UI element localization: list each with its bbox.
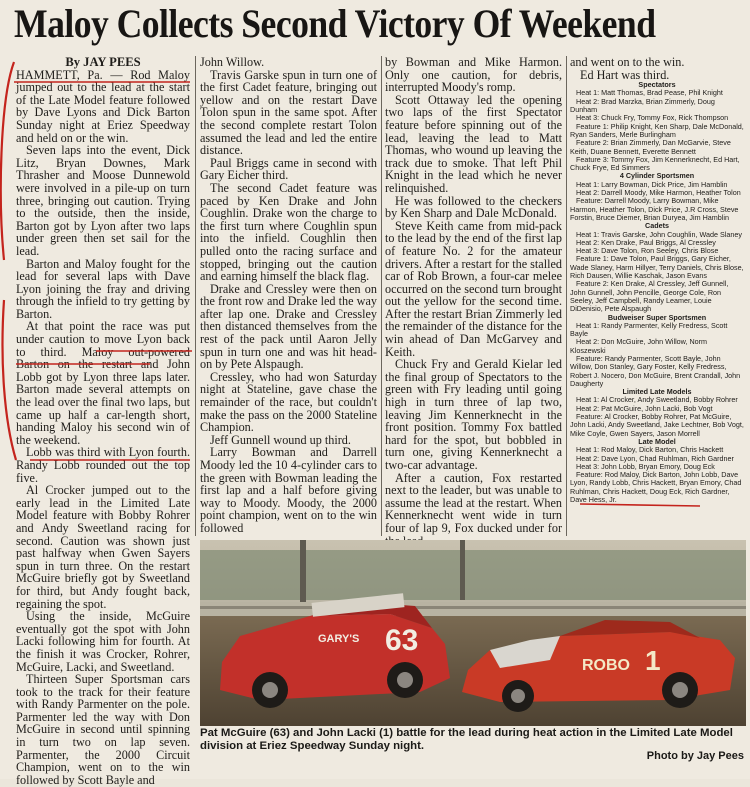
car-1-sponsor: ROBO xyxy=(582,657,630,674)
results-line: Heat 1: Randy Parmenter, Kelly Fredress, Scott Bayle xyxy=(570,320,728,339)
results-line: Heat 2: Darrell Moody, Mike Harmon, Heather Tolon xyxy=(576,188,741,198)
results-column xyxy=(570,56,744,534)
results-line: Feature: Rod Maloy, Dick Barton, John Lobb, Dave Lyon, Randy Lobb, Chris Hackett, Bryan Emory, Chad Ruhlman, Chris Hackett, Doug Eck, Rich Gardner, Dave Hess, Jr. xyxy=(570,470,742,505)
paragraph: Chuck Fry and Gerald Kielar led the final group of Spectators to the green with Fry leading until going high in turn three of lap two, leaving Jim Kennerknecht in the front position. Tommy Fox battled hard for the spot, but bobbled in turn one, giving Kennerknecht a two-car advantage. xyxy=(385,357,562,472)
paragraph: Al Crocker jumped out to the early lead in the Limited Late Model feature with Bobby Rohrer and Andy Sweetland racing for second. Caution was shown just past halfway when Gwen Sayers spun in turn three. On the restart McGuire briefly got by Sweetland for third, but Andy fought back, regaining the spot. xyxy=(16,483,190,611)
paragraph: Cressley, who had won Saturday night at Stateline, gave chase the remainder of the race, but couldn't make the pass on the 2000 Stateline Champion. xyxy=(200,369,377,435)
photo-credit: Photo by Jay Pees xyxy=(646,750,744,762)
paragraph: Barton and Maloy fought for the lead for several laps with Dave Lyon joining the fray and driving through the infield to try getting by Barton. xyxy=(16,256,190,321)
results-line: Heat 1: Travis Garske, John Coughlin, Wade Slaney xyxy=(576,229,742,239)
column-rule xyxy=(566,56,567,536)
paragraph: The second Cadet feature was paced by Ken Drake and John Coughlin. Drake won the charge to the first turn where Coughlin spun into the infield. Coughlin then pulled onto the racing surface and stopped, bringing out the caution and earning himself the black flag. xyxy=(200,180,377,284)
paragraph: At that point the race was put under caution to move Lyon back to third. Maloy out-powered Barton on the restart and John Lobb got by Lyon three laps later. Barton made several attempts on the lead over the final two laps, but came up half a car-length short, handing Maloy his second win of the weekend. xyxy=(16,319,190,447)
paragraph: Travis Garske spun in turn one of the first Cadet feature, bringing out yellow and on the restart Dave Tolon spun in the same spot. After the second complete restart Tolon assumed the lead and led the entire distance. xyxy=(200,67,377,158)
paragraph: He was followed to the checkers by Ken Sharp and Dale McDonald. xyxy=(385,193,562,221)
results-section-heading: Cadets xyxy=(645,221,669,231)
ink-bracket xyxy=(3,300,17,460)
results-line: Heat 2: Ken Drake, Paul Briggs, Al Cressley xyxy=(576,237,716,247)
article-column-1 xyxy=(16,55,190,787)
paragraph: After a caution, Fox restarted next to the leader, but was unable to assume the lead at the restart. When Kennerknecht went wide in turn four of lap 9, Fox ducked under for xyxy=(385,470,562,535)
ink-bracket xyxy=(1,62,14,260)
column-rule xyxy=(381,56,382,536)
column-rule xyxy=(195,56,196,536)
photo-caption: Pat McGuire (63) and John Lacki (1) battle for the lead during heat action in the Limited Late Model division at Eriez Speedway Sunday night. xyxy=(200,727,733,752)
paragraph: HAMMETT, Pa. — Rod Maloy jumped out to the lead at the start of the Late Model feature followed by Dave Lyons and Dick Barton Sunday night at Eriez Speedway and held on or the win. xyxy=(16,67,190,145)
race-cars-illustration xyxy=(200,540,746,726)
results-line: Heat 2: Dave Lyon, Chad Ruhlman, Rich Gardner xyxy=(576,453,734,463)
paragraph: Drake and Cressley were then on the front row and Drake led the way after lap one. Drake and Cressley then distanced themselves from the rest of the pack until Aaron Jelly spun in turn one and was hit head-on by Pete Alspaugh. xyxy=(200,281,377,372)
results-line: Feature 1: Philip Knight, Ken Sharp, Dale McDonald, Ryan Sanders, Merle Burlingham xyxy=(570,121,744,139)
paragraph: Ed Hart was third. xyxy=(580,67,670,82)
paragraph: Using the inside, McGuire eventually got the spot with John Lacki following him for fourth. At the finish it was Crocker, Rohrer, McGuire, Lacki, and Sweetland. xyxy=(16,609,190,674)
results-line: Heat 2: Brad Marzka, Brian Zimmerly, Doug Dunham xyxy=(570,96,715,115)
results-line: Heat 2: Don McGuire, John Willow, Norm Kloszewski xyxy=(570,337,708,355)
paragraph: Lobb was third with Lyon fourth. Randy Lobb rounded out the top five. xyxy=(16,445,190,485)
results-line: Heat 1: Rod Maloy, Dick Barton, Chris Hackett xyxy=(576,445,724,455)
results-line: Feature 1: Dave Tolon, Paul Briggs, Gary Eicher, Wade Slaney, Harm Hillyer, Terry Daniels, Chris Blose, Rich Dausen, Willie Kaschak, Jason Evans xyxy=(570,254,744,281)
race-results-list xyxy=(570,81,744,504)
car-1-number: 1 xyxy=(645,645,661,676)
results-section-heading: Spectators xyxy=(638,80,676,90)
car-63-sponsor: GARY'S xyxy=(318,633,360,645)
paragraph: John Willow. xyxy=(200,55,265,69)
results-line: Feature: Randy Parmenter, Scott Bayle, John Willow, Don Stanley, Gary Foster, Kelly Fredress, Robert J. Nocero, Don McGuire, Brent Crandall, John Daugherty xyxy=(570,353,741,388)
paragraph: and went on to the win. xyxy=(570,55,685,69)
results-line: Heat 3: Dave Tolon, Ron Seeley, Chris Blose xyxy=(576,246,719,256)
paragraph: Thirteen Super Sportsman cars took to the track for their feature with Randy Parmenter on the pole. Parmenter led the way with Don McGuire in second until spinning in turn two on lap seven. Parmenter, the 2000 Circuit Champion, went on to the win followed by Scott Bayle and xyxy=(16,672,190,787)
results-line: Feature 2: Brian Zimmerly, Dan McGarvie, Steve Keith, Duane Bennett, Everette Bennett xyxy=(570,138,731,156)
paragraph: by Bowman and Mike Harmon. Only one caution, for debris, interrupted Moody's romp. xyxy=(385,55,562,95)
results-line: Feature 2: Ken Drake, Al Cressley, Jeff Gunnell, John Gunnell, John Pencille, George Cole, Ron Seeley, Jeff Campbell, Randy Leamer, Louie DiDenisio, Pete Alspaugh xyxy=(570,279,729,314)
results-line: Heat 3: John Lobb, Bryan Emory, Doug Eck xyxy=(576,461,715,471)
results-line: Heat 1: Matt Thomas, Brad Pease, Phil Knight xyxy=(576,88,723,98)
race-photo xyxy=(200,540,746,726)
results-line: Heat 3: Chuck Fry, Tommy Fox, Rick Thompson xyxy=(576,113,729,123)
headline: Maloy Collects Second Victory Of Weekend xyxy=(14,1,656,46)
car-63-number: 63 xyxy=(385,624,419,657)
paragraph: Jeff Gunnell wound up third. xyxy=(210,432,351,447)
byline: By JAY PEES xyxy=(65,55,141,69)
results-line: Heat 1: Al Crocker, Andy Sweetland, Bobby Rohrer xyxy=(576,395,738,405)
paragraph: Scott Ottaway led the opening two laps of the first Spectator feature before spinning out of the lead, leaving the lead to Matt Thomas, who wound up leaving the track due to smoke. That left Phil Knight in the lead which he never relinquished. xyxy=(385,92,562,195)
results-line: Feature: Al Crocker, Bobby Rohrer, Pat McGuire, John Lacki, Andy Sweetland, Jake Lechtner, Bob Vogt, Mike Coyle, Gwen Sayers, Jason Morrell xyxy=(570,412,744,438)
results-section-heading: Limited Late Models xyxy=(622,387,692,397)
paragraph: Paul Briggs came in second with Gary Eicher third. xyxy=(200,155,377,183)
paragraph: Larry Bowman and Darrell Moody led the 10 4-cylinder cars to the green with Bowman leading the first lap and a half before giving way to Moody. Moody, the 2000 point champion, went on to the win followed xyxy=(200,445,377,535)
results-line: Feature 3: Tommy Fox, Jim Kennerknecht, Ed Hart, Chuck Frye, Ed Simmers xyxy=(570,154,740,173)
results-line: Heat 1: Larry Bowman, Dick Price, Jim Hamblin xyxy=(576,179,728,189)
article-column-3 xyxy=(385,56,562,534)
results-section-heading: 4 Cylinder Sportsmen xyxy=(619,171,695,181)
paragraph: Seven laps into the event, Dick Litz, Bryan Downes, Mark Thrasher and Moose Dunnewold were involved in a pile-up on turn three, bringing out caution. Trying to the outside, then the inside, Barton got by Lyon after two laps under green then set sail for the lead. xyxy=(16,143,190,258)
results-section-heading: Budweiser Super Sportsmen xyxy=(607,312,707,322)
results-line: Feature: Darrell Moody, Larry Bowman, Mike Harmon, Heather Tolon, Dick Price, J.R Cross, Steve Forstin, Bruce Diemer, Brian Duryea, Jim Hamblin xyxy=(570,196,739,222)
results-section-heading: Late Model xyxy=(638,436,676,446)
paragraph: Steve Keith came from mid-pack to the lead by the end of the first lap of feature No. 2 for the amateur drivers. After a restart for the stalled car of Rob Brown, a four-car melee occurred on the second turn brought out the yellow for the second time. After the restart Brian Zimmerly led the remainder of the distance for the win ahead of Dan McGarvey and Keith. xyxy=(385,218,562,359)
results-line: Heat 2: Pat McGuire, John Lacki, Bob Vogt xyxy=(576,403,713,413)
article-column-2 xyxy=(200,56,377,534)
